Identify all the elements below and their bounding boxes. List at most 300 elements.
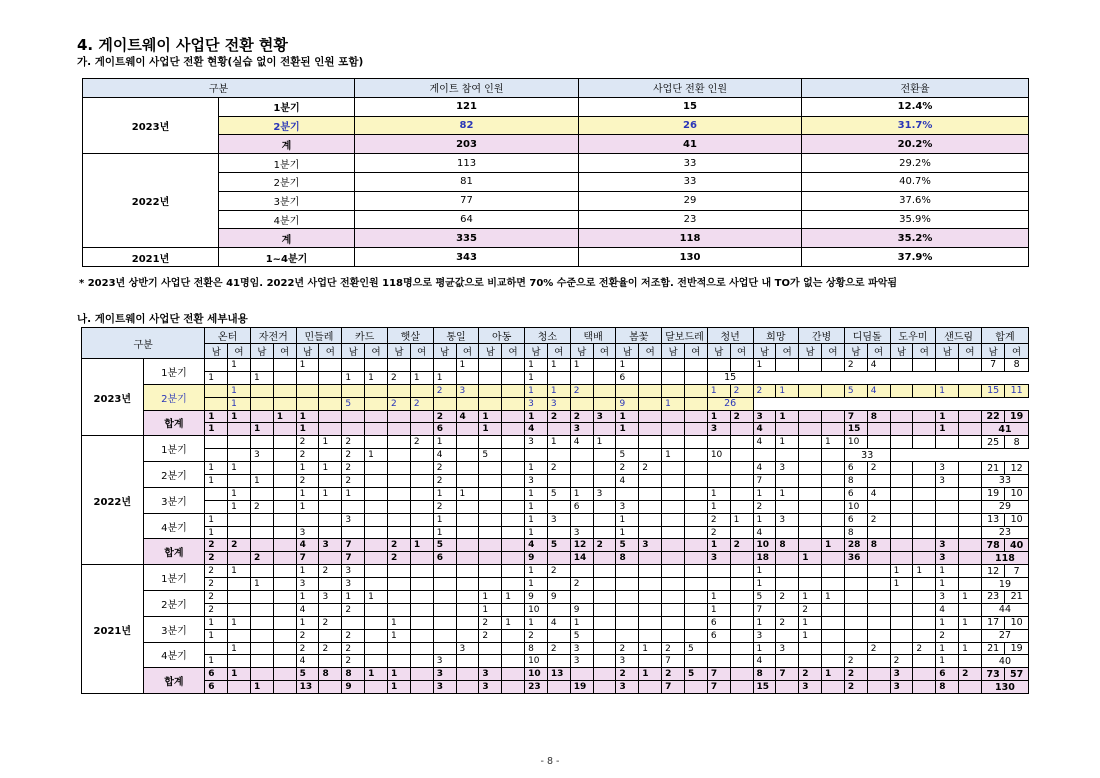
conv-cell: 33 [579, 172, 802, 191]
sum-cell [410, 578, 433, 591]
sum-cell [867, 526, 890, 539]
sum-cell [867, 578, 890, 591]
total-count-cell: 8 [1005, 436, 1029, 449]
sum-cell [433, 578, 456, 591]
sum-cell [433, 629, 456, 642]
period-cell: 2분기 [219, 116, 355, 135]
sum-cell [913, 423, 936, 436]
sum-cell [684, 397, 707, 410]
count-cell: 1 [525, 462, 548, 475]
sum-cell: 2 [433, 475, 456, 488]
count-cell: 2 [319, 616, 342, 629]
count-cell: 2 [570, 410, 593, 423]
total-count-cell: 19 [1005, 642, 1029, 655]
sum-cell: 9 [616, 397, 639, 410]
count-cell [799, 384, 822, 397]
count-cell [844, 642, 867, 655]
count-cell [296, 513, 319, 526]
year-cell: 2023년 [83, 97, 219, 153]
sum-cell [639, 629, 662, 642]
sum-cell [799, 500, 822, 513]
count-cell: 3 [342, 513, 365, 526]
count-cell: 1 [730, 513, 753, 526]
count-cell: 7 [844, 410, 867, 423]
sum-cell [959, 475, 982, 488]
count-cell [959, 436, 982, 449]
count-cell: 2 [753, 384, 776, 397]
sum-cell [799, 449, 822, 462]
sum-cell [684, 603, 707, 616]
quarter-cell: 합계 [143, 539, 205, 565]
sum-cell: 2 [753, 500, 776, 513]
gate-cell: 77 [355, 191, 579, 210]
count-cell: 10 [844, 436, 867, 449]
sum-cell: 7 [296, 552, 319, 565]
count-cell [639, 359, 662, 372]
male-header: 남 [479, 344, 502, 359]
page-number: - 8 - [540, 756, 560, 767]
sum-cell [867, 655, 890, 668]
count-cell [936, 487, 959, 500]
count-cell [319, 359, 342, 372]
sum-cell [319, 475, 342, 488]
count-cell [502, 462, 525, 475]
count-cell: 28 [844, 539, 867, 552]
count-cell [319, 384, 342, 397]
sum-cell [502, 629, 525, 642]
count-cell: 6 [707, 616, 730, 629]
count-cell: 1 [205, 462, 228, 475]
sum-cell: 2 [844, 655, 867, 668]
count-cell [456, 436, 479, 449]
sum-cell [639, 397, 662, 410]
total-sum-cell: 130 [981, 681, 1028, 694]
count-cell [936, 359, 959, 372]
sum-cell: 1 [479, 603, 502, 616]
sum-cell [936, 526, 959, 539]
count-cell [890, 359, 913, 372]
year-cell: 2023년 [82, 359, 144, 436]
count-cell [822, 359, 845, 372]
sum-cell: 6 [205, 681, 228, 694]
count-cell [684, 616, 707, 629]
table-row [82, 578, 1029, 591]
sum-cell: 2 [890, 655, 913, 668]
period-cell: 4분기 [219, 210, 355, 229]
sum-cell [822, 655, 845, 668]
sum-cell: 2 [205, 603, 228, 616]
count-cell [959, 384, 982, 397]
sum-cell [228, 655, 251, 668]
female-header: 여 [776, 344, 799, 359]
count-cell [273, 539, 296, 552]
sum-cell [388, 500, 411, 513]
period-cell: 계 [219, 135, 355, 154]
count-cell [959, 513, 982, 526]
conv-cell: 41 [579, 135, 802, 154]
count-cell [570, 591, 593, 604]
gate-cell: 203 [355, 135, 579, 154]
count-cell [250, 565, 273, 578]
count-cell [410, 410, 433, 423]
sum-cell [410, 552, 433, 565]
sum-cell [250, 526, 273, 539]
count-cell [228, 591, 251, 604]
rate-cell: 12.4% [802, 97, 1029, 116]
sum-cell [639, 500, 662, 513]
sum-cell [228, 475, 251, 488]
total-count-cell: 22 [981, 410, 1004, 423]
count-cell [913, 539, 936, 552]
sum-cell: 3 [525, 475, 548, 488]
sum-cell [890, 475, 913, 488]
footnote: * 2023년 상반기 사업단 전환은 41명임. 2022년 사업단 전환인원 118명으로 평균값으로 비교하면 70% 수준으로 전환율이 저조함. 전반적으로 사업단 내 TO가 없는 상황으로 파악됨 [79, 278, 898, 289]
count-cell [205, 487, 228, 500]
count-cell: 1 [822, 539, 845, 552]
header-org: 봄꽃 [616, 328, 662, 344]
header-org: 온터 [205, 328, 251, 344]
count-cell: 3 [456, 384, 479, 397]
sum-cell: 8 [936, 681, 959, 694]
sum-cell [639, 526, 662, 539]
sum-cell [844, 578, 867, 591]
sum-cell [410, 629, 433, 642]
count-cell [273, 436, 296, 449]
count-cell: 5 [433, 539, 456, 552]
sum-cell [228, 552, 251, 565]
count-cell [433, 642, 456, 655]
sum-cell [639, 578, 662, 591]
sum-cell [273, 681, 296, 694]
total-count-cell: 19 [981, 487, 1004, 500]
count-cell [593, 642, 616, 655]
sum-cell [913, 655, 936, 668]
count-cell [799, 539, 822, 552]
count-cell: 3 [525, 436, 548, 449]
male-header: 남 [296, 344, 319, 359]
count-cell: 1 [296, 410, 319, 423]
header-conversion-rate: 전환율 [802, 79, 1029, 98]
count-cell: 1 [296, 591, 319, 604]
count-cell: 1 [753, 642, 776, 655]
table-header [83, 79, 1029, 98]
count-cell: 1 [776, 487, 799, 500]
sum-cell [365, 655, 388, 668]
count-cell: 2 [616, 642, 639, 655]
sum-cell: 13 [296, 681, 319, 694]
sum-cell [388, 526, 411, 539]
sum-cell [456, 397, 479, 410]
sum-cell [228, 603, 251, 616]
count-cell [913, 410, 936, 423]
table-row [82, 655, 1029, 668]
count-cell [410, 487, 433, 500]
count-cell: 2 [342, 462, 365, 475]
count-cell: 9 [547, 591, 570, 604]
sum-cell [410, 603, 433, 616]
count-cell: 3 [776, 642, 799, 655]
header-org: 달보드레 [662, 328, 708, 344]
sum-cell [479, 578, 502, 591]
count-cell [822, 642, 845, 655]
sum-cell [456, 655, 479, 668]
sum-cell [959, 655, 982, 668]
header-org: 아동 [479, 328, 525, 344]
sum-cell [867, 500, 890, 513]
sum-cell: 4 [296, 655, 319, 668]
count-cell [890, 539, 913, 552]
count-cell: 3 [570, 642, 593, 655]
count-cell [273, 462, 296, 475]
count-cell: 1 [639, 668, 662, 681]
count-cell [639, 384, 662, 397]
table-row [82, 423, 1029, 436]
sum-cell [433, 397, 456, 410]
sum-cell [250, 655, 273, 668]
sum-cell [456, 526, 479, 539]
count-cell [502, 436, 525, 449]
sum-cell [913, 552, 936, 565]
count-cell: 1 [936, 642, 959, 655]
sum-cell: 1 [936, 655, 959, 668]
sum-cell [365, 578, 388, 591]
sum-cell [502, 603, 525, 616]
sum-cell [662, 475, 685, 488]
sum-cell: 7 [342, 552, 365, 565]
header-category: 구분 [82, 328, 205, 359]
count-cell [388, 436, 411, 449]
sum-cell [365, 552, 388, 565]
count-cell [479, 642, 502, 655]
female-header: 여 [547, 344, 570, 359]
sum-cell [890, 629, 913, 642]
count-cell: 1 [433, 513, 456, 526]
sum-cell [730, 423, 753, 436]
count-cell [707, 565, 730, 578]
sum-cell: 2 [410, 397, 433, 410]
table-row [83, 248, 1029, 267]
female-header: 여 [273, 344, 296, 359]
period-cell: 1분기 [219, 97, 355, 116]
count-cell [570, 462, 593, 475]
count-cell: 8 [867, 539, 890, 552]
sum-cell: 3 [525, 397, 548, 410]
sum-cell: 1 [205, 629, 228, 642]
sum-cell: 1 [616, 526, 639, 539]
count-cell [250, 616, 273, 629]
sum-cell [502, 423, 525, 436]
sum-cell [273, 371, 296, 384]
table-row [82, 384, 1029, 397]
count-cell: 1 [822, 436, 845, 449]
count-cell: 1 [616, 359, 639, 372]
sum-cell [319, 629, 342, 642]
count-cell [456, 462, 479, 475]
count-cell [250, 539, 273, 552]
count-cell: 1 [593, 436, 616, 449]
male-header: 남 [250, 344, 273, 359]
sum-cell [684, 449, 707, 462]
sum-cell: 4 [936, 603, 959, 616]
male-header: 남 [570, 344, 593, 359]
sum-cell [319, 500, 342, 513]
rate-cell: 20.2% [802, 135, 1029, 154]
sum-cell [365, 475, 388, 488]
sum-cell [593, 449, 616, 462]
count-cell: 1 [296, 359, 319, 372]
count-cell [365, 642, 388, 655]
sum-cell [570, 397, 593, 410]
count-cell: 1 [228, 616, 251, 629]
total-sum-cell: 33 [844, 449, 890, 462]
table-row [82, 616, 1029, 629]
sum-cell [593, 526, 616, 539]
sum-cell [959, 603, 982, 616]
count-cell [479, 513, 502, 526]
count-cell [844, 616, 867, 629]
quarter-cell: 4분기 [143, 642, 205, 668]
quarter-cell: 4분기 [143, 513, 205, 539]
sum-cell: 1 [296, 423, 319, 436]
count-cell [730, 668, 753, 681]
quarter-cell: 1분기 [143, 359, 205, 385]
count-cell: 1 [959, 642, 982, 655]
total-sum-cell: 33 [981, 475, 1028, 488]
count-cell [913, 668, 936, 681]
count-cell: 5 [547, 487, 570, 500]
count-cell [250, 642, 273, 655]
count-cell: 1 [799, 616, 822, 629]
sum-cell [410, 526, 433, 539]
rate-cell: 35.2% [802, 229, 1029, 248]
count-cell: 2 [799, 668, 822, 681]
gate-cell: 113 [355, 154, 579, 173]
sum-cell [593, 371, 616, 384]
sum-cell [867, 475, 890, 488]
sum-cell [662, 526, 685, 539]
count-cell: 2 [867, 462, 890, 475]
count-cell: 1 [228, 462, 251, 475]
sum-cell [822, 681, 845, 694]
table-row [82, 513, 1029, 526]
sum-cell [707, 578, 730, 591]
sum-cell [776, 423, 799, 436]
sum-cell [959, 681, 982, 694]
sum-cell: 2 [342, 603, 365, 616]
rate-cell: 40.7% [802, 172, 1029, 191]
count-cell [822, 565, 845, 578]
sum-cell: 1 [250, 371, 273, 384]
year-cell: 2021년 [82, 565, 144, 694]
sum-cell [433, 603, 456, 616]
sum-cell [502, 655, 525, 668]
sum-cell [250, 397, 273, 410]
sum-cell [547, 552, 570, 565]
count-cell: 8 [867, 410, 890, 423]
count-cell [388, 462, 411, 475]
count-cell: 1 [936, 565, 959, 578]
count-cell [250, 668, 273, 681]
count-cell: 5 [547, 539, 570, 552]
sum-cell: 5 [479, 449, 502, 462]
count-cell [730, 616, 753, 629]
sum-cell [479, 397, 502, 410]
sum-cell [593, 603, 616, 616]
count-cell [822, 410, 845, 423]
count-cell [342, 384, 365, 397]
sum-cell [570, 475, 593, 488]
count-cell: 1 [525, 410, 548, 423]
conv-cell: 15 [579, 97, 802, 116]
sum-cell [822, 449, 845, 462]
count-cell: 2 [205, 591, 228, 604]
sum-cell [639, 449, 662, 462]
count-cell [662, 539, 685, 552]
male-header: 남 [844, 344, 867, 359]
sum-cell [479, 371, 502, 384]
male-header: 남 [936, 344, 959, 359]
count-cell: 1 [319, 436, 342, 449]
sum-cell [662, 629, 685, 642]
count-cell [250, 462, 273, 475]
sum-cell [342, 423, 365, 436]
count-cell [502, 359, 525, 372]
sum-cell [525, 449, 548, 462]
sum-cell [547, 578, 570, 591]
count-cell [456, 591, 479, 604]
count-cell: 10 [753, 539, 776, 552]
sum-cell: 2 [570, 578, 593, 591]
sum-cell: 23 [525, 681, 548, 694]
count-cell: 1 [936, 616, 959, 629]
count-cell: 4 [753, 436, 776, 449]
count-cell [456, 668, 479, 681]
sum-cell: 2 [296, 629, 319, 642]
count-cell: 2 [593, 539, 616, 552]
header-org: 민들레 [296, 328, 342, 344]
sum-cell [228, 423, 251, 436]
count-cell [684, 565, 707, 578]
sum-cell [776, 629, 799, 642]
count-cell: 1 [296, 462, 319, 475]
sum-cell [707, 655, 730, 668]
count-cell [684, 410, 707, 423]
gate-cell: 64 [355, 210, 579, 229]
count-cell: 1 [822, 591, 845, 604]
count-cell: 8 [525, 642, 548, 655]
count-cell [570, 513, 593, 526]
count-cell [684, 462, 707, 475]
count-cell [342, 410, 365, 423]
count-cell: 2 [205, 539, 228, 552]
sum-cell [867, 552, 890, 565]
sum-cell [593, 397, 616, 410]
count-cell: 3 [342, 565, 365, 578]
count-cell: 1 [319, 487, 342, 500]
count-cell: 5 [753, 591, 776, 604]
sum-cell [547, 655, 570, 668]
sum-cell: 1 [388, 681, 411, 694]
sum-cell: 10 [525, 603, 548, 616]
count-cell: 2 [776, 616, 799, 629]
header-org: 디딤돌 [844, 328, 890, 344]
header-org: 샌드림 [936, 328, 982, 344]
sum-cell: 3 [342, 578, 365, 591]
count-cell [639, 591, 662, 604]
sum-cell: 2 [936, 629, 959, 642]
sum-cell [730, 449, 753, 462]
count-cell [959, 462, 982, 475]
